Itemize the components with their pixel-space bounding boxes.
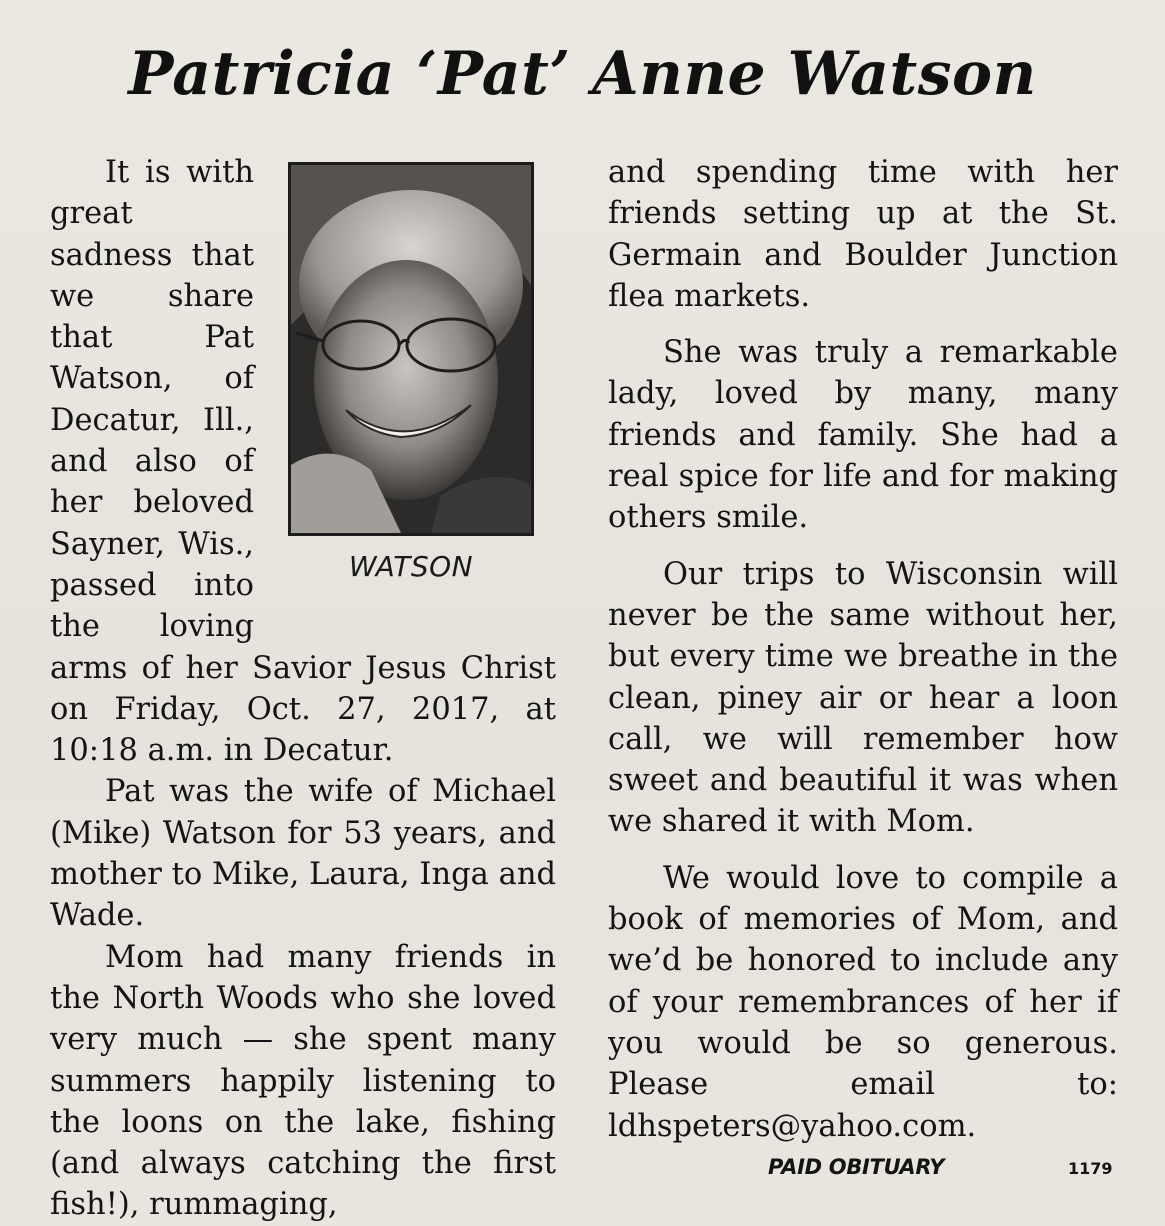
left-column (50, 152, 556, 1226)
right-paragraph-3: Our trips to Wisconsin will never be the same without her, but every time we breathe in the clean, piney air or hear a loon call, we will remember how sweet and beautiful it was when we shared it with Mom. (608, 556, 1118, 840)
left-paragraph-3: Mom had many friends in the North Woods who she loved very much — she spent many summers happily listening to the loons on the lake, fishing (and always catching the first fish!), rummaging, (50, 939, 556, 1223)
ad-code: 1179 (1068, 1159, 1113, 1178)
right-paragraph-4: We would love to compile a book of memories of Mom, and we’d be honored to include any of your remembrances of her if you would be so generous. Please email to: ldhspeters@yahoo.com. (608, 860, 1118, 1144)
right-column (608, 152, 1118, 1147)
portrait-photo (288, 162, 534, 536)
paid-obituary-label: PAID OBITUARY (768, 1155, 945, 1179)
right-paragraph-1: and spending time with her friends setting up at the St. Germain and Boulder Junction flea markets. (608, 155, 1118, 314)
left-paragraph-2: Pat was the wife of Michael (Mike) Watson for 53 years, and mother to Mike, Laura, Inga and Wade. (50, 774, 556, 934)
left-paragraph-1: It is with great sadness that we share that Pat Watson, of Decatur, Ill., and also of her beloved Sayner, Wis., passed into the loving arms of her Savior Jesus Christ on Friday, Oct. 27, 2017, at 10:18 a.m. in Decatur. (50, 155, 556, 769)
portrait-block (286, 158, 556, 614)
obituary-title: Patricia ‘Pat’ Anne Watson (128, 39, 1037, 109)
right-paragraph-2: She was truly a remarkable lady, loved by many, many friends and family. She had a real spice for life and for making others smile. (608, 335, 1118, 536)
photo-caption: WATSON (348, 550, 474, 583)
